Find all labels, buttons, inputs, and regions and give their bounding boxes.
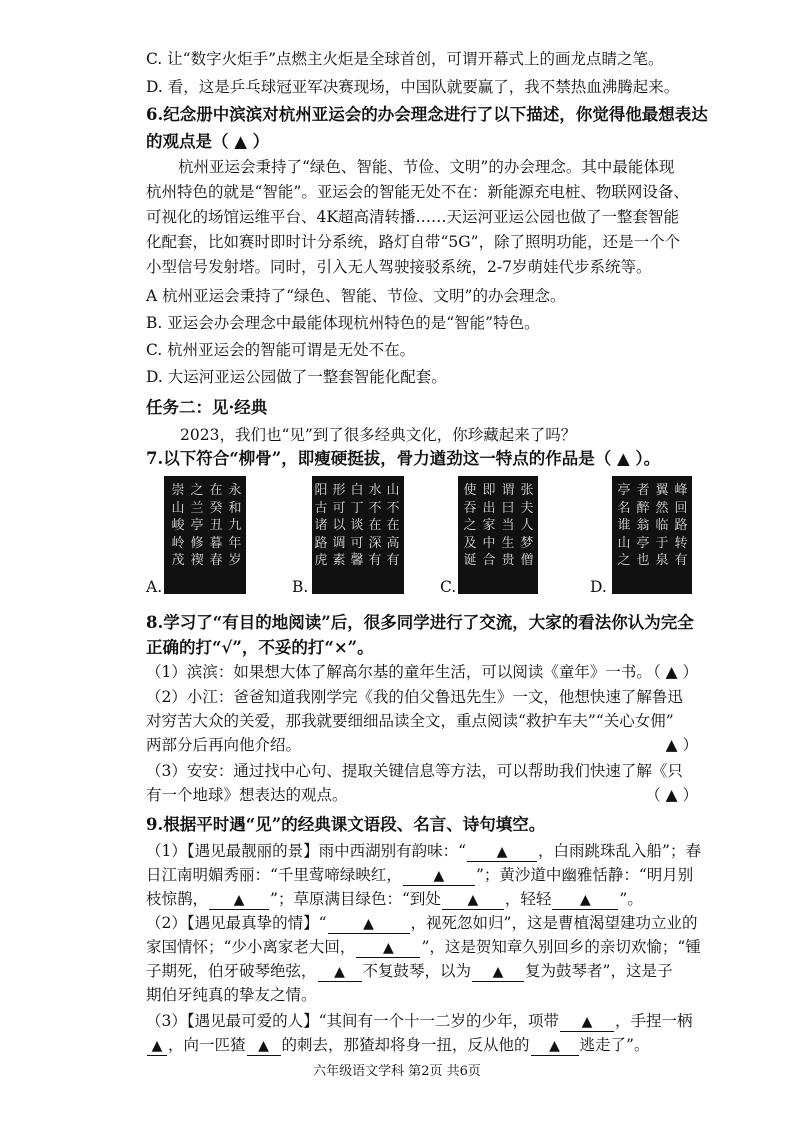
triangle-marker: ▲: [581, 1014, 593, 1030]
q7-option-a-label: A.: [146, 578, 163, 596]
triangle-marker: ▲: [492, 964, 504, 980]
calligraphy-column: 之兰亭修禊: [190, 483, 204, 568]
fill-blank[interactable]: [147, 1036, 167, 1056]
q6-passage-line3: 可视化的场馆运维平台、4K超高清转播……天运河亚运公园也做了一整套智能: [146, 208, 679, 226]
fill-blank[interactable]: [442, 890, 504, 910]
q6-option-b: B. 亚运会办会理念中最能体现杭州特色的是“智能”特色。: [146, 314, 540, 332]
calligraphy-column: 在癸丑暮春: [209, 483, 223, 568]
q9-text: 子期死，伯牙破琴绝弦，: [146, 962, 317, 980]
q8-item2-line3: 两部分后再向他介绍。: [146, 736, 302, 754]
fill-blank[interactable]: [328, 914, 410, 934]
q8-stem-line1: 8.学习了“有目的地阅读”后，很多同学进行了交流，大家的看法你认为完全: [146, 613, 694, 632]
q6-stem-line2: 的观点是（ ▲ ）: [146, 132, 270, 151]
calligraphy-column: 形可以调素: [332, 483, 346, 568]
calligraphy-column: 谓曰当生贵: [501, 483, 515, 568]
q7-option-c-label: C.: [440, 578, 457, 596]
triangle-marker: ▲: [151, 1038, 163, 1054]
calligraphy-column: 永和九年岁: [228, 483, 242, 568]
q6-passage-line2: 杭州特色的就是“智能”。亚运会的智能无处不在：新能源充电桩、物联网设备、: [146, 183, 689, 201]
q9-text: ，视死忽如归”，这是曹植渴望建功立业的: [410, 914, 698, 932]
calligraphy-column: 白丁谈可馨: [350, 483, 364, 568]
q8-item1: （1）滨滨：如果想大体了解高尔基的童年生活，可以阅读《童年》一书。: [146, 663, 652, 681]
q6-option-a: A 杭州亚运会秉持了“绿色、智能、节俭、文明”的办会理念。: [146, 287, 566, 305]
fill-blank[interactable]: [356, 938, 420, 958]
triangle-marker: ▲: [467, 892, 479, 908]
task2-title: 任务二：见·经典: [146, 398, 268, 417]
q8-item1-answer[interactable]: （ ▲ ）: [645, 663, 698, 681]
calligraphy-column: 者醉翁亭也: [636, 483, 650, 568]
triangle-marker: ▲: [549, 1038, 560, 1054]
calligraphy-column: 阳古诸路虎: [314, 483, 328, 568]
q7-option-b-label: B.: [292, 578, 309, 596]
calligraphy-column: 亭名谁山之: [617, 483, 631, 568]
fill-blank[interactable]: [552, 890, 618, 910]
q5-option-d: D. 看，这是乒乓球冠亚军决赛现场，中国队就要赢了，我不禁热血沸腾起来。: [146, 78, 680, 96]
calligraphy-sample-d: [612, 476, 692, 594]
page-footer: 六年级语文学科 第2页 共6页: [313, 1064, 481, 1079]
q9-item2-line1: [146, 912, 697, 934]
q9-text: 日江南明媚秀丽：“千里莺啼绿映红，: [146, 866, 402, 884]
calligraphy-column: 峰回路转有: [674, 483, 688, 568]
q9-text: 逃走了”。: [579, 1036, 650, 1054]
q8-item2-line1: （2）小江：爸爸知道我刚学完《我的伯父鲁迅先生》一文，他想快速了解鲁迅: [146, 688, 683, 706]
triangle-marker: ▲: [496, 844, 508, 860]
q9-item1-line3: [146, 888, 643, 910]
fill-blank[interactable]: [560, 1012, 614, 1032]
q5-option-c: C. 让“数字火炬手”点燃主火炬是全球首创，可谓开幕式上的画龙点睛之笔。: [146, 50, 664, 68]
calligraphy-column: 水不在深有: [368, 483, 382, 568]
q9-text: （3）【遇见最可爱的人】“其间有一个十一二岁的少年，项带: [146, 1012, 560, 1030]
q8-item2-line2: 对穷苦大众的关爱，那我就要细细品读全文，重点阅读“救护车夫”“关心女佣”: [146, 712, 674, 730]
calligraphy-sample-b: [312, 476, 404, 594]
q9-item3-line1: [146, 1010, 693, 1032]
calligraphy-column: 张夫人梦僧: [520, 483, 534, 568]
q9-text: ”，这是贺知章久别回乡的亲切欢愉；“锺: [421, 938, 701, 956]
fill-blank[interactable]: [467, 842, 537, 862]
triangle-marker: ▲: [258, 1038, 269, 1054]
triangle-marker: ▲: [233, 892, 245, 908]
q9-text: （1）【遇见最靓丽的景】雨中西湖别有韵味：“: [146, 842, 467, 860]
calligraphy-column: 崇山峻岭茂: [171, 483, 185, 568]
q9-text: ，白雨跳珠乱入船”；春: [538, 842, 701, 860]
q9-stem: 9.根据平时遇“见”的经典课文语段、名言、诗句填空。: [146, 815, 546, 834]
q9-text: 不复鼓琴，以为: [362, 962, 472, 980]
fill-blank[interactable]: [472, 962, 524, 982]
fill-blank[interactable]: [209, 890, 269, 910]
q9-text: ”。: [619, 890, 643, 908]
triangle-marker: ▲: [580, 892, 591, 908]
q6-stem-line1: 6.纪念册中滨滨对杭州亚运会的办会理念进行了以下描述，你觉得他最想表达: [146, 105, 708, 124]
task2-intro: 2023，我们也“见”到了很多经典文化，你珍藏起来了吗？: [180, 426, 577, 444]
q9-text: ”；黄沙道中幽雅恬静：“明月别: [475, 866, 694, 884]
q7-stem: 7.以下符合“柳骨”，即瘦硬挺拔，骨力遒劲这一特点的作品是（ ▲ ）。: [146, 449, 661, 468]
q7-option-d-label: D.: [590, 578, 607, 596]
triangle-marker: ▲: [383, 940, 394, 956]
q9-text: （2）【遇见最真挚的情】“: [146, 914, 327, 932]
q9-text: ”；草原满目绿色：“到处: [270, 890, 441, 908]
triangle-marker: ▲: [433, 868, 445, 884]
q9-item2-line3: [146, 960, 672, 982]
q6-passage-line5: 小型信号发射塔。同时，引入无人驾驶接驳系统，2-7岁萌娃代步系统等。: [146, 258, 652, 276]
fill-blank[interactable]: [318, 962, 362, 982]
q8-item3-answer[interactable]: （ ▲ ）: [645, 786, 698, 804]
q8-stem-line2: 正确的打“√”，不妥的打“×”。: [146, 638, 374, 657]
calligraphy-column: 山不在高有: [386, 483, 400, 568]
calligraphy-column: 即出家中合: [482, 483, 496, 568]
q9-item2-line4: 期伯牙纯真的挚友之情。: [146, 986, 317, 1004]
triangle-marker: ▲: [363, 916, 374, 932]
fill-blank[interactable]: [247, 1036, 281, 1056]
q9-text: 复为鼓琴者”，这是子: [525, 962, 673, 980]
q9-text: 枝惊鹊，: [146, 890, 209, 908]
calligraphy-sample-a: [164, 476, 246, 594]
q8-item2-answer[interactable]: ▲ ）: [665, 736, 698, 754]
fill-blank[interactable]: [403, 866, 475, 886]
q6-option-d: D. 大运河亚运公园做了一整套智能化配套。: [146, 368, 447, 386]
q9-text: 的刺去，那猹却将身一扭，反从他的: [281, 1036, 530, 1054]
q9-item1-line1: [146, 840, 701, 862]
calligraphy-column: 使吞之及诞: [463, 483, 477, 568]
q8-item3-line1: （3）安安：通过找中心句、提取关键信息等方法，可以帮助我们快速了解《只: [146, 762, 683, 780]
q9-text: ，手捏一柄: [615, 1012, 693, 1030]
q6-passage-line1: 杭州亚运会秉持了“绿色、智能、节俭、文明”的办会理念。其中最能体现: [178, 158, 675, 176]
q9-text: ，轻轻: [504, 890, 552, 908]
calligraphy-column: 翼然临于泉: [655, 483, 669, 568]
fill-blank[interactable]: [531, 1036, 579, 1056]
q8-item3-line2: 有一个地球》想表达的观点。: [146, 786, 348, 804]
q9-item1-line2: [146, 864, 693, 886]
q6-option-c: C. 杭州亚运会的智能可谓是无处不在。: [146, 341, 416, 359]
triangle-marker: ▲: [334, 964, 345, 980]
q6-passage-line4: 化配套，比如赛时即时计分系统，路灯自带“5G”，除了照明功能，还是一个个: [146, 233, 681, 251]
q9-item3-line2: [146, 1034, 649, 1056]
q9-text: ，向一匹猹: [168, 1036, 246, 1054]
calligraphy-sample-c: [458, 476, 538, 594]
q9-text: 家国情怀；“少小离家老大回，: [146, 938, 356, 956]
q9-item2-line2: [146, 936, 701, 958]
